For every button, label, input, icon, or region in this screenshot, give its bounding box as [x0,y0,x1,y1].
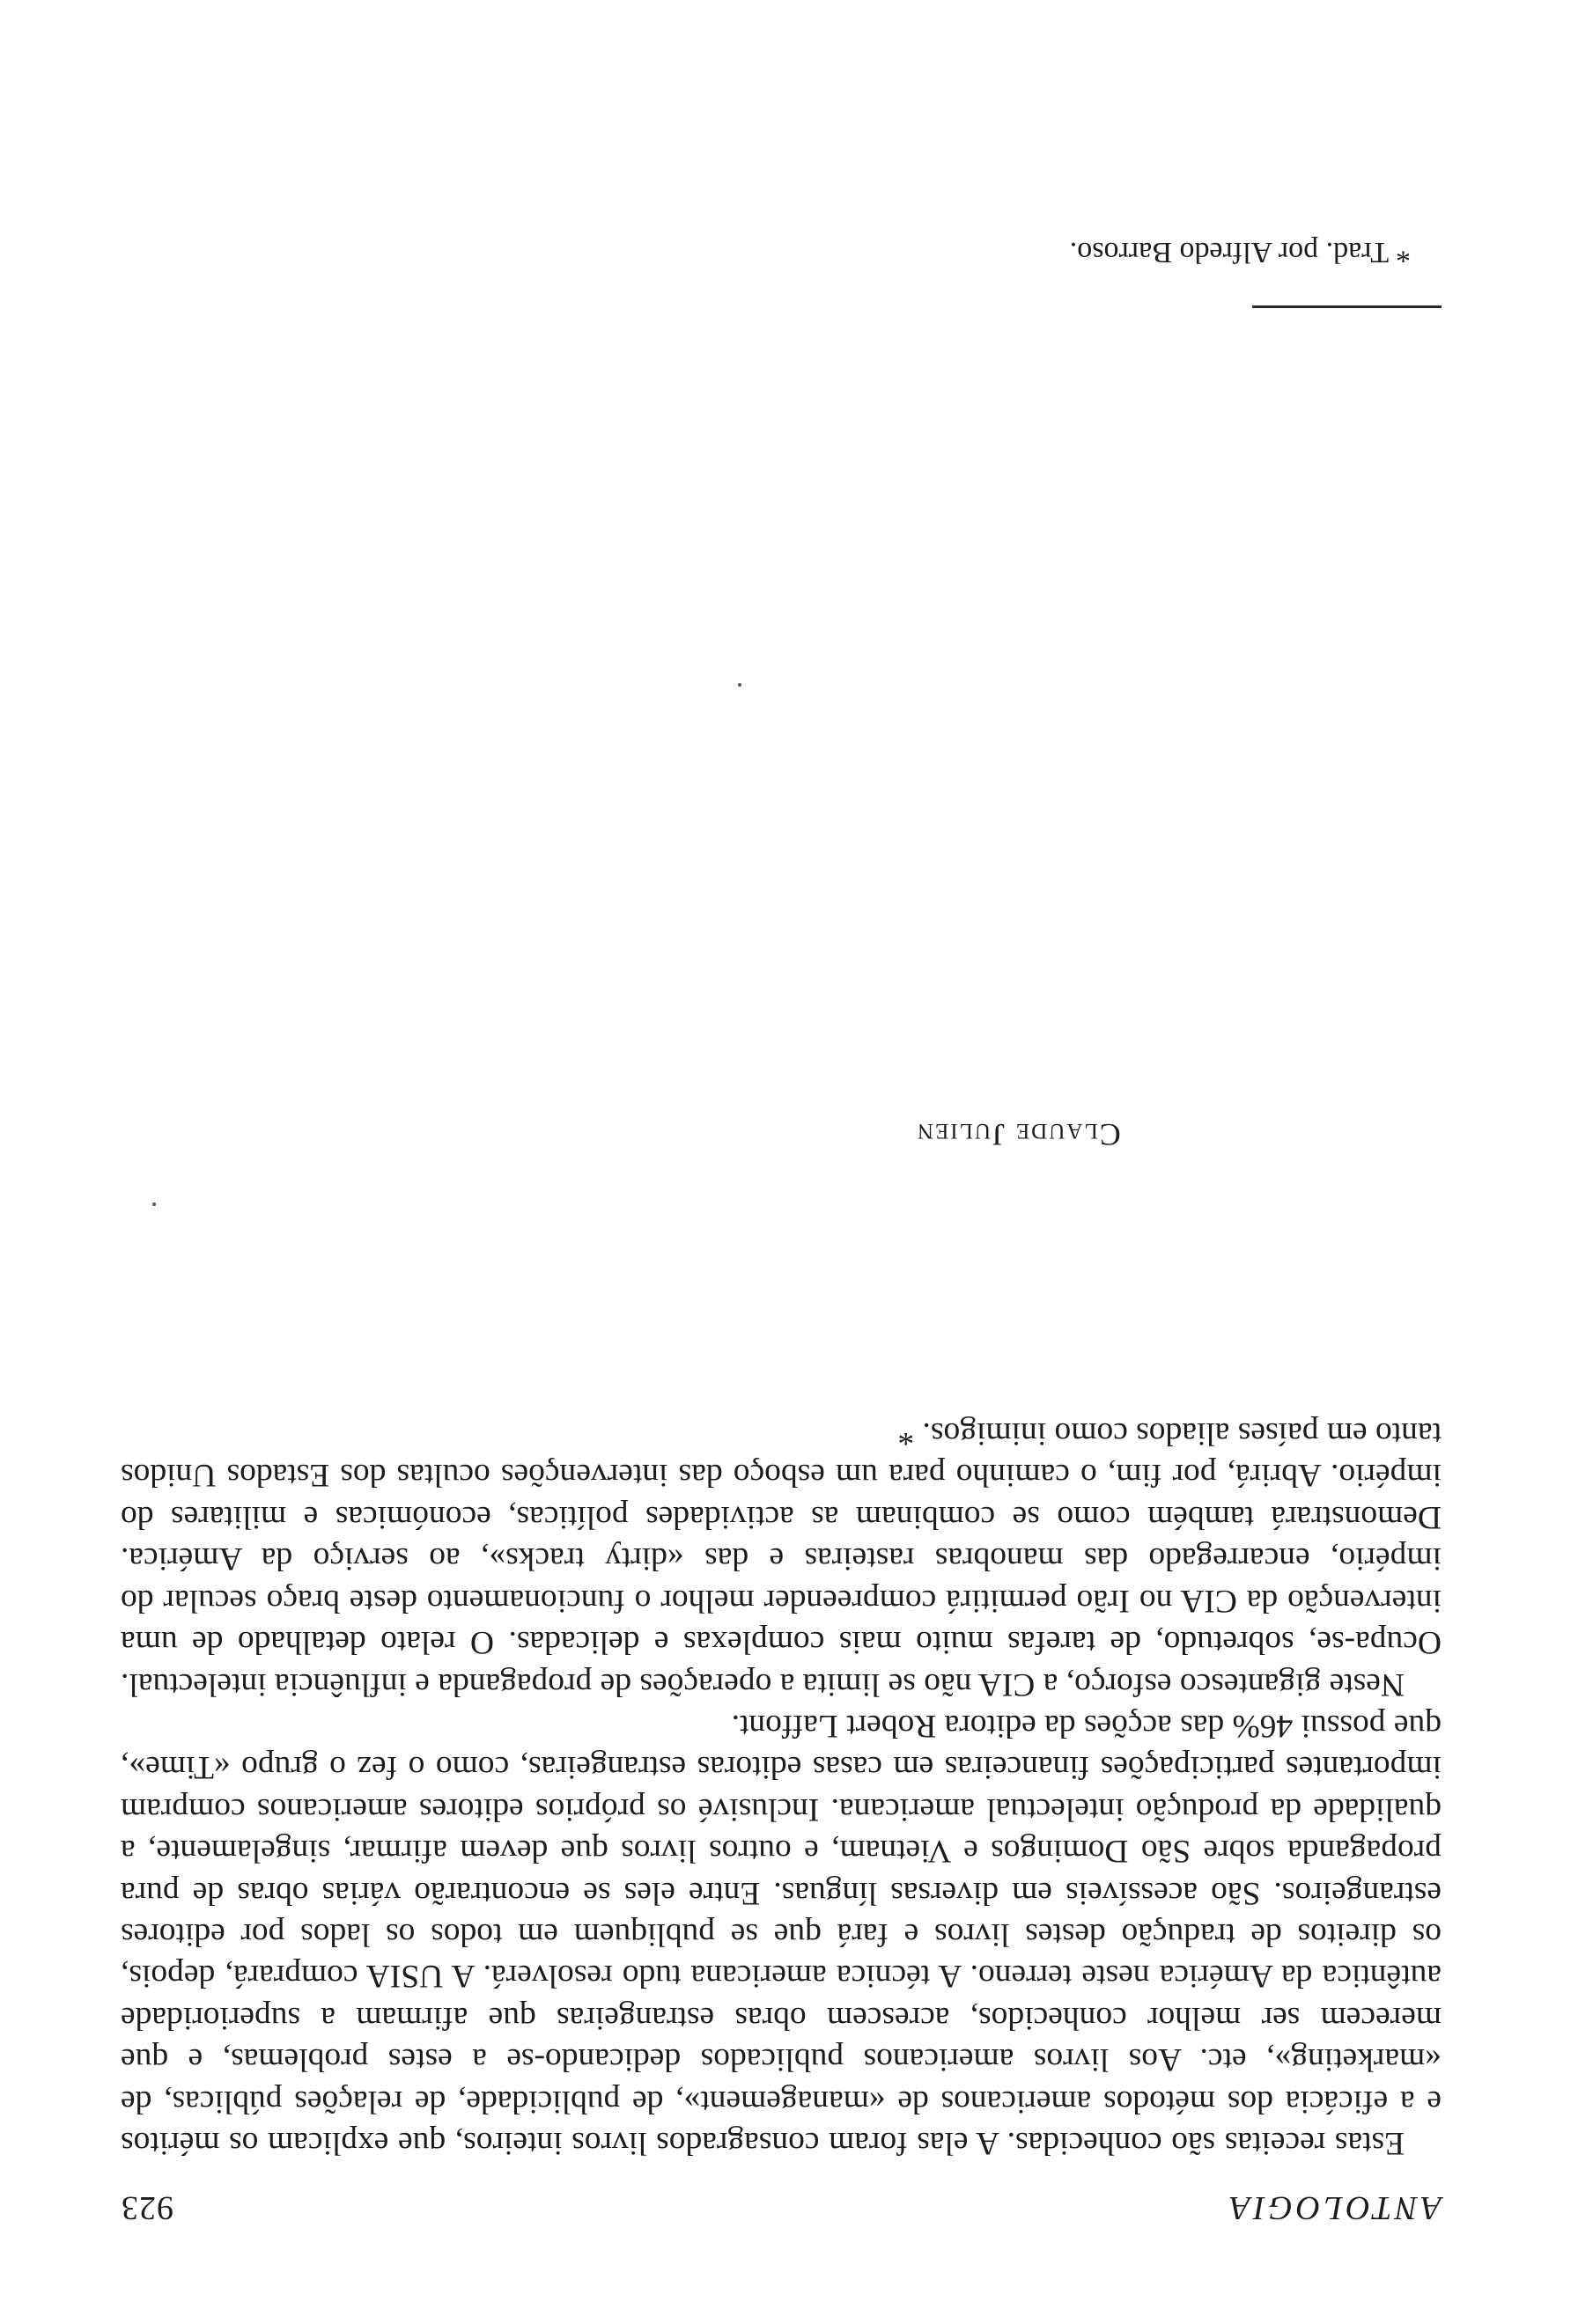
running-title: ANTOLOGIA [1226,2189,1442,2226]
scan-speck [738,683,741,687]
paragraph-2: Neste gigantesco esforço, a CIA não se limita a operações de propaganda e influência intelectual. Ocupa-se, sobretudo, de tarefas muito mais complexas e delicadas. O relato detalhado de uma intervenção da CIA no Irão permitirá compreender melhor o funcionamento deste braço secular do império, encarregado das manobras rasteiras e das «dirty tracks», ao serviço da América. Demonstrará também como se combinam as actividades políticas, económicas e militares do império. Abrirá, por fim, o caminho para um esboço das intervenções ocultas dos Estados Unidos tanto em países aliados como inimigos. * [121,1416,1442,1703]
article-body [121,1413,1442,2164]
running-head [121,2183,1442,2227]
page-number: 923 [121,2189,173,2226]
translator-footnote: * Trad. por Alfredo Barroso. [1069,236,1411,268]
paragraph-1: Estas receitas são conhecidas. A elas foram consagrados livros inteiros, que explicam os méritos e a eficácia dos métodos americanos de «management», de publicidade, de relações públicas, de «marketing», etc. Aos livros americanos publicados dedicando-se a estes problemas, e que merecem ser melhor conhecidos, acrescem obras estrangeiras que afirmam a superioridade autêntica da América neste terreno. A técnica americana tudo resolverá. A USIA comprará, depois, os direitos de tradução destes livros e fará que se publiquem em todos os lados por editores estrangeiros. São acessíveis em diversas línguas. Entre eles se encontrarão várias obras de pura propaganda sobre São Domingos e Vietnam, e outros livros que devem afirmar, singelamente, a qualidade da produção intelectual americana. Inclusivé os próprios editores americanos compram importantes participações financeiras em casas editoras estrangeiras, como o fez o grupo «Time», que possui 46% das acções da editora Robert Laffont. [121,1707,1442,2161]
scan-speck [152,1202,156,1206]
footnote-rule [1252,305,1442,308]
author-signature: Claude Julien [916,1117,1121,1152]
